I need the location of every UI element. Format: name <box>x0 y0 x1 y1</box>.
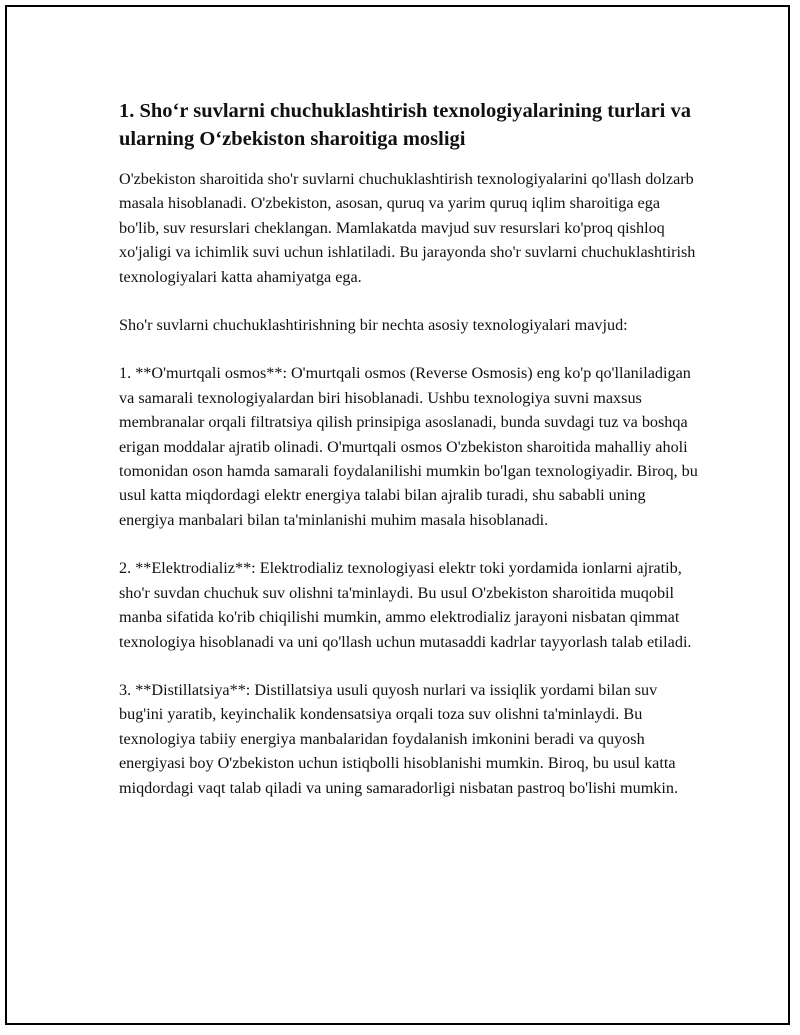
document-title: 1. Sho‘r suvlarni chuchuklashtirish texnologiyalarining turlari va ularning O‘zbekiston sharoitiga mosligi <box>119 100 691 150</box>
technologies-intro-paragraph: Sho'r suvlarni chuchuklashtirishning bir nechta asosiy texnologiyalari mavjud: <box>119 316 628 335</box>
reverse-osmosis-paragraph: 1. **O'murtqali osmos**: O'murtqali osmos (Reverse Osmosis) eng ko'p qo'llaniladigan va samarali texnologiyalardan biri hisoblanadi. Ushbu texnologiya suvni maxsus membranalar orqali filtratsiya qilish prinsipiga asoslanadi, bunda suvdagi tuz va boshqa erigan moddalar ajratib olinadi. O'murtqali osmos O'zbekiston sharoitida mahalliy aholi tomonidan oson hamda samarali foydalanilishi mumkin bo'lgan texnologiyadir. Biroq, bu usul katta miqdordagi elektr energiya talabi bilan ajralib turadi, shu sababli uning energiya manbalari bilan ta'minlanishi muhim masala hisoblanadi. <box>119 364 698 529</box>
distillation-paragraph: 3. **Distillatsiya**: Distillatsiya usuli quyosh nurlari va issiqlik yordami bilan suv bug'ini yaratib, keyinchalik kondensatsiya orqali toza suv olishni ta'minlaydi. Bu texnologiya tabiiy energiya manbalaridan foydalanish imkonini beradi va quyosh energiyasi boy O'zbekiston uchun istiqbolli hisoblanishi mumkin. Biroq, bu usul katta miqdordagi vaqt talab qiladi va uning samaradorligi nisbatan pastroq bo'lishi mumkin. <box>119 680 679 797</box>
intro-paragraph: O'zbekiston sharoitida sho'r suvlarni chuchuklashtirish texnologiyalarini qo'llash dolzarb masala hisoblanadi. O'zbekiston, asosan, quruq va yarim quruq iqlim sharoitiga ega bo'lib, suv resurslari cheklangan. Mamlakatda mavjud suv resurslari ko'proq qishloq xo'jaligi va ichimlik suvi uchun ishlatiladi. Bu jarayonda sho'r suvlarni chuchuklashtirish texnologiyalari katta ahamiyatga ega. <box>119 170 696 286</box>
electrodialysis-paragraph: 2. **Elektrodializ**: Elektrodializ texnologiyasi elektr toki yordamida ionlarni ajratib, sho'r suvdan chuchuk suv olishni ta'minlaydi. Bu usul O'zbekiston sharoitida muqobil manba sifatida ko'rib chiqilishi mumkin, ammo elektrodializ jarayoni nisbatan qimmat texnologiya hisoblanadi va uni qo'llash uchun mutasaddi kadrlar tayyorlash talab etiladi. <box>119 559 692 651</box>
document-page <box>5 5 790 1025</box>
document-content <box>119 97 699 824</box>
